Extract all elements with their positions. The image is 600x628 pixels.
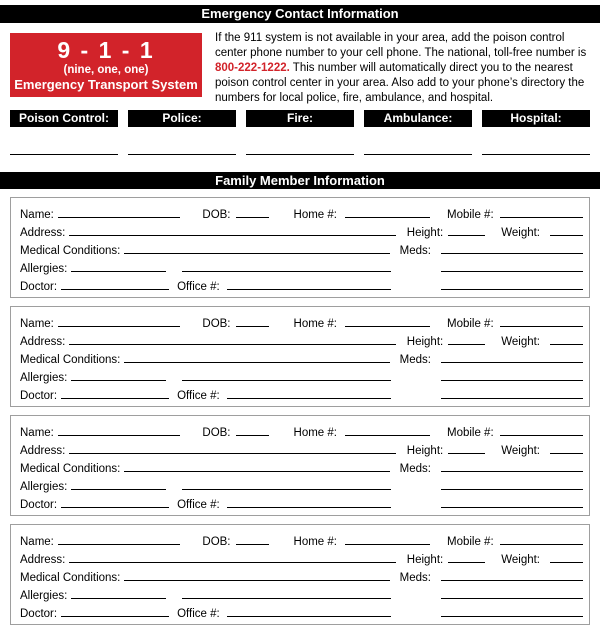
family-section-title: Family Member Information <box>215 173 385 188</box>
meds-write-in-line <box>441 253 583 254</box>
office-phone-label: Office #: <box>177 390 220 402</box>
home-phone-write-in-line <box>345 217 430 218</box>
weight-write-in-line <box>550 344 583 345</box>
doctor-label: Doctor: <box>20 390 58 402</box>
allergies-label: Allergies: <box>20 481 68 493</box>
weight-write-in-line <box>550 562 583 563</box>
height-label: Height: <box>406 336 444 348</box>
height-write-in-line <box>448 453 485 454</box>
office-phone-write-in-line <box>227 289 391 290</box>
family-member-card <box>10 415 590 516</box>
medical-conditions-write-in-line <box>124 362 389 363</box>
meds-continuation-line-2 <box>441 507 583 508</box>
weight-write-in-line <box>550 453 583 454</box>
address-write-in-line <box>69 562 395 563</box>
address-label: Address: <box>20 227 66 239</box>
home-phone-write-in-line <box>345 326 430 327</box>
member-row-allergies <box>20 366 583 384</box>
meds-label: Meds: <box>399 572 431 584</box>
address-label: Address: <box>20 336 66 348</box>
dob-write-in-line <box>236 544 269 545</box>
member-row-medical <box>20 457 583 475</box>
meds-continuation-line-2 <box>441 289 583 290</box>
emergency-section-bar <box>0 5 600 23</box>
meds-continuation-line-1 <box>441 598 583 599</box>
meds-write-in-line <box>441 362 583 363</box>
medical-conditions-label: Medical Conditions: <box>20 354 121 366</box>
allergies-write-in-line <box>71 380 166 381</box>
dob-label: DOB: <box>202 536 231 548</box>
intro-row <box>10 33 590 106</box>
name-label: Name: <box>20 209 54 221</box>
meds-label: Meds: <box>399 354 431 366</box>
address-write-in-line <box>69 453 395 454</box>
meds-label: Meds: <box>399 463 431 475</box>
mobile-phone-write-in-line <box>500 217 583 218</box>
member-row-allergies <box>20 584 583 602</box>
doctor-label: Doctor: <box>20 281 58 293</box>
fire-write-in-line <box>246 154 354 155</box>
doctor-write-in-line <box>61 507 169 508</box>
doctor-write-in-line <box>61 289 169 290</box>
emergency-contacts-blank-lines <box>10 154 590 155</box>
family-member-card <box>10 197 590 298</box>
allergies-label: Allergies: <box>20 590 68 602</box>
office-phone-write-in-line <box>227 616 391 617</box>
allergies-continuation-line <box>182 598 391 599</box>
contact-label-fire: Fire: <box>246 110 354 127</box>
member-row-address <box>20 439 583 457</box>
weight-label: Weight: <box>501 227 540 239</box>
mobile-phone-label: Mobile #: <box>446 318 494 330</box>
doctor-write-in-line <box>61 398 169 399</box>
nine-one-one-caption: Emergency Transport System <box>14 77 198 92</box>
ambulance-write-in-line <box>364 154 472 155</box>
name-write-in-line <box>58 326 181 327</box>
address-write-in-line <box>69 344 395 345</box>
contact-label-hospital: Hospital: <box>482 110 590 127</box>
home-phone-label: Home #: <box>293 209 337 221</box>
office-phone-label: Office #: <box>177 499 220 511</box>
meds-continuation-line-1 <box>441 380 583 381</box>
allergies-write-in-line <box>71 598 166 599</box>
allergies-continuation-line <box>182 489 391 490</box>
home-phone-label: Home #: <box>293 427 337 439</box>
mobile-phone-write-in-line <box>500 544 583 545</box>
medical-conditions-write-in-line <box>124 580 389 581</box>
paragraph-text-after: This number will automatically direct you to the nearest poison control center in your area. Also add to your phone’s directory the numbers for local police, fire, ambulance, and hospital. <box>215 62 585 104</box>
meds-continuation-line-2 <box>441 398 583 399</box>
poison-control-phone-number: 800-222-1222. <box>215 62 290 74</box>
office-phone-write-in-line <box>227 398 391 399</box>
weight-label: Weight: <box>501 445 540 457</box>
member-row-address <box>20 221 583 239</box>
dob-write-in-line <box>236 217 269 218</box>
office-phone-write-in-line <box>227 507 391 508</box>
height-label: Height: <box>406 227 444 239</box>
office-phone-label: Office #: <box>177 608 220 620</box>
height-label: Height: <box>406 445 444 457</box>
address-label: Address: <box>20 445 66 457</box>
meds-write-in-line <box>441 580 583 581</box>
medical-conditions-label: Medical Conditions: <box>20 245 121 257</box>
member-row-address <box>20 548 583 566</box>
nine-one-one-number: 9 - 1 - 1 <box>57 37 155 63</box>
medical-conditions-write-in-line <box>124 471 389 472</box>
weight-label: Weight: <box>501 336 540 348</box>
police-write-in-line <box>128 154 236 155</box>
member-row-medical <box>20 239 583 257</box>
family-member-card <box>10 524 590 625</box>
member-row-identity <box>20 530 583 548</box>
address-label: Address: <box>20 554 66 566</box>
nine-one-one-box <box>10 33 202 97</box>
height-write-in-line <box>448 235 485 236</box>
nine-one-one-subtitle: (nine, one, one) <box>63 64 149 76</box>
poison-control-write-in-line <box>10 154 118 155</box>
mobile-phone-label: Mobile #: <box>446 427 494 439</box>
allergies-continuation-line <box>182 271 391 272</box>
doctor-write-in-line <box>61 616 169 617</box>
mobile-phone-label: Mobile #: <box>446 209 494 221</box>
name-label: Name: <box>20 536 54 548</box>
home-phone-write-in-line <box>345 544 430 545</box>
medical-conditions-write-in-line <box>124 253 389 254</box>
member-row-medical <box>20 348 583 366</box>
hospital-write-in-line <box>482 154 590 155</box>
allergies-continuation-line <box>182 380 391 381</box>
meds-label: Meds: <box>399 245 431 257</box>
member-row-allergies <box>20 257 583 275</box>
office-phone-label: Office #: <box>177 281 220 293</box>
contact-label-police: Police: <box>128 110 236 127</box>
family-member-card <box>10 306 590 407</box>
emergency-contacts-row <box>10 110 590 127</box>
allergies-label: Allergies: <box>20 372 68 384</box>
name-write-in-line <box>58 217 181 218</box>
member-row-identity <box>20 312 583 330</box>
weight-label: Weight: <box>501 554 540 566</box>
home-phone-write-in-line <box>345 435 430 436</box>
dob-write-in-line <box>236 326 269 327</box>
member-row-doctor <box>20 275 583 293</box>
contact-label-poison-control: Poison Control: <box>10 110 118 127</box>
meds-continuation-line-1 <box>441 271 583 272</box>
weight-write-in-line <box>550 235 583 236</box>
member-row-identity <box>20 203 583 221</box>
height-write-in-line <box>448 344 485 345</box>
allergies-write-in-line <box>71 489 166 490</box>
mobile-phone-write-in-line <box>500 435 583 436</box>
height-write-in-line <box>448 562 485 563</box>
poison-control-paragraph <box>215 31 590 106</box>
doctor-label: Doctor: <box>20 499 58 511</box>
name-write-in-line <box>58 435 181 436</box>
meds-continuation-line-1 <box>441 489 583 490</box>
family-section-bar <box>0 172 600 189</box>
home-phone-label: Home #: <box>293 318 337 330</box>
mobile-phone-write-in-line <box>500 326 583 327</box>
mobile-phone-label: Mobile #: <box>446 536 494 548</box>
dob-label: DOB: <box>202 209 231 221</box>
paragraph-text-before: If the 911 system is not available in your area, add the poison control center phone number to your cell phone. The national, toll-free number is <box>215 32 587 59</box>
dob-label: DOB: <box>202 427 231 439</box>
member-row-doctor <box>20 602 583 620</box>
meds-continuation-line-2 <box>441 616 583 617</box>
member-row-allergies <box>20 475 583 493</box>
address-write-in-line <box>69 235 395 236</box>
name-label: Name: <box>20 318 54 330</box>
family-members <box>10 197 590 625</box>
dob-label: DOB: <box>202 318 231 330</box>
emergency-section-title: Emergency Contact Information <box>201 6 399 21</box>
allergies-write-in-line <box>71 271 166 272</box>
meds-write-in-line <box>441 471 583 472</box>
dob-write-in-line <box>236 435 269 436</box>
member-row-address <box>20 330 583 348</box>
name-write-in-line <box>58 544 181 545</box>
name-label: Name: <box>20 427 54 439</box>
member-row-identity <box>20 421 583 439</box>
home-phone-label: Home #: <box>293 536 337 548</box>
allergies-label: Allergies: <box>20 263 68 275</box>
height-label: Height: <box>406 554 444 566</box>
contact-label-ambulance: Ambulance: <box>364 110 472 127</box>
member-row-medical <box>20 566 583 584</box>
doctor-label: Doctor: <box>20 608 58 620</box>
medical-conditions-label: Medical Conditions: <box>20 463 121 475</box>
medical-conditions-label: Medical Conditions: <box>20 572 121 584</box>
member-row-doctor <box>20 493 583 511</box>
member-row-doctor <box>20 384 583 402</box>
